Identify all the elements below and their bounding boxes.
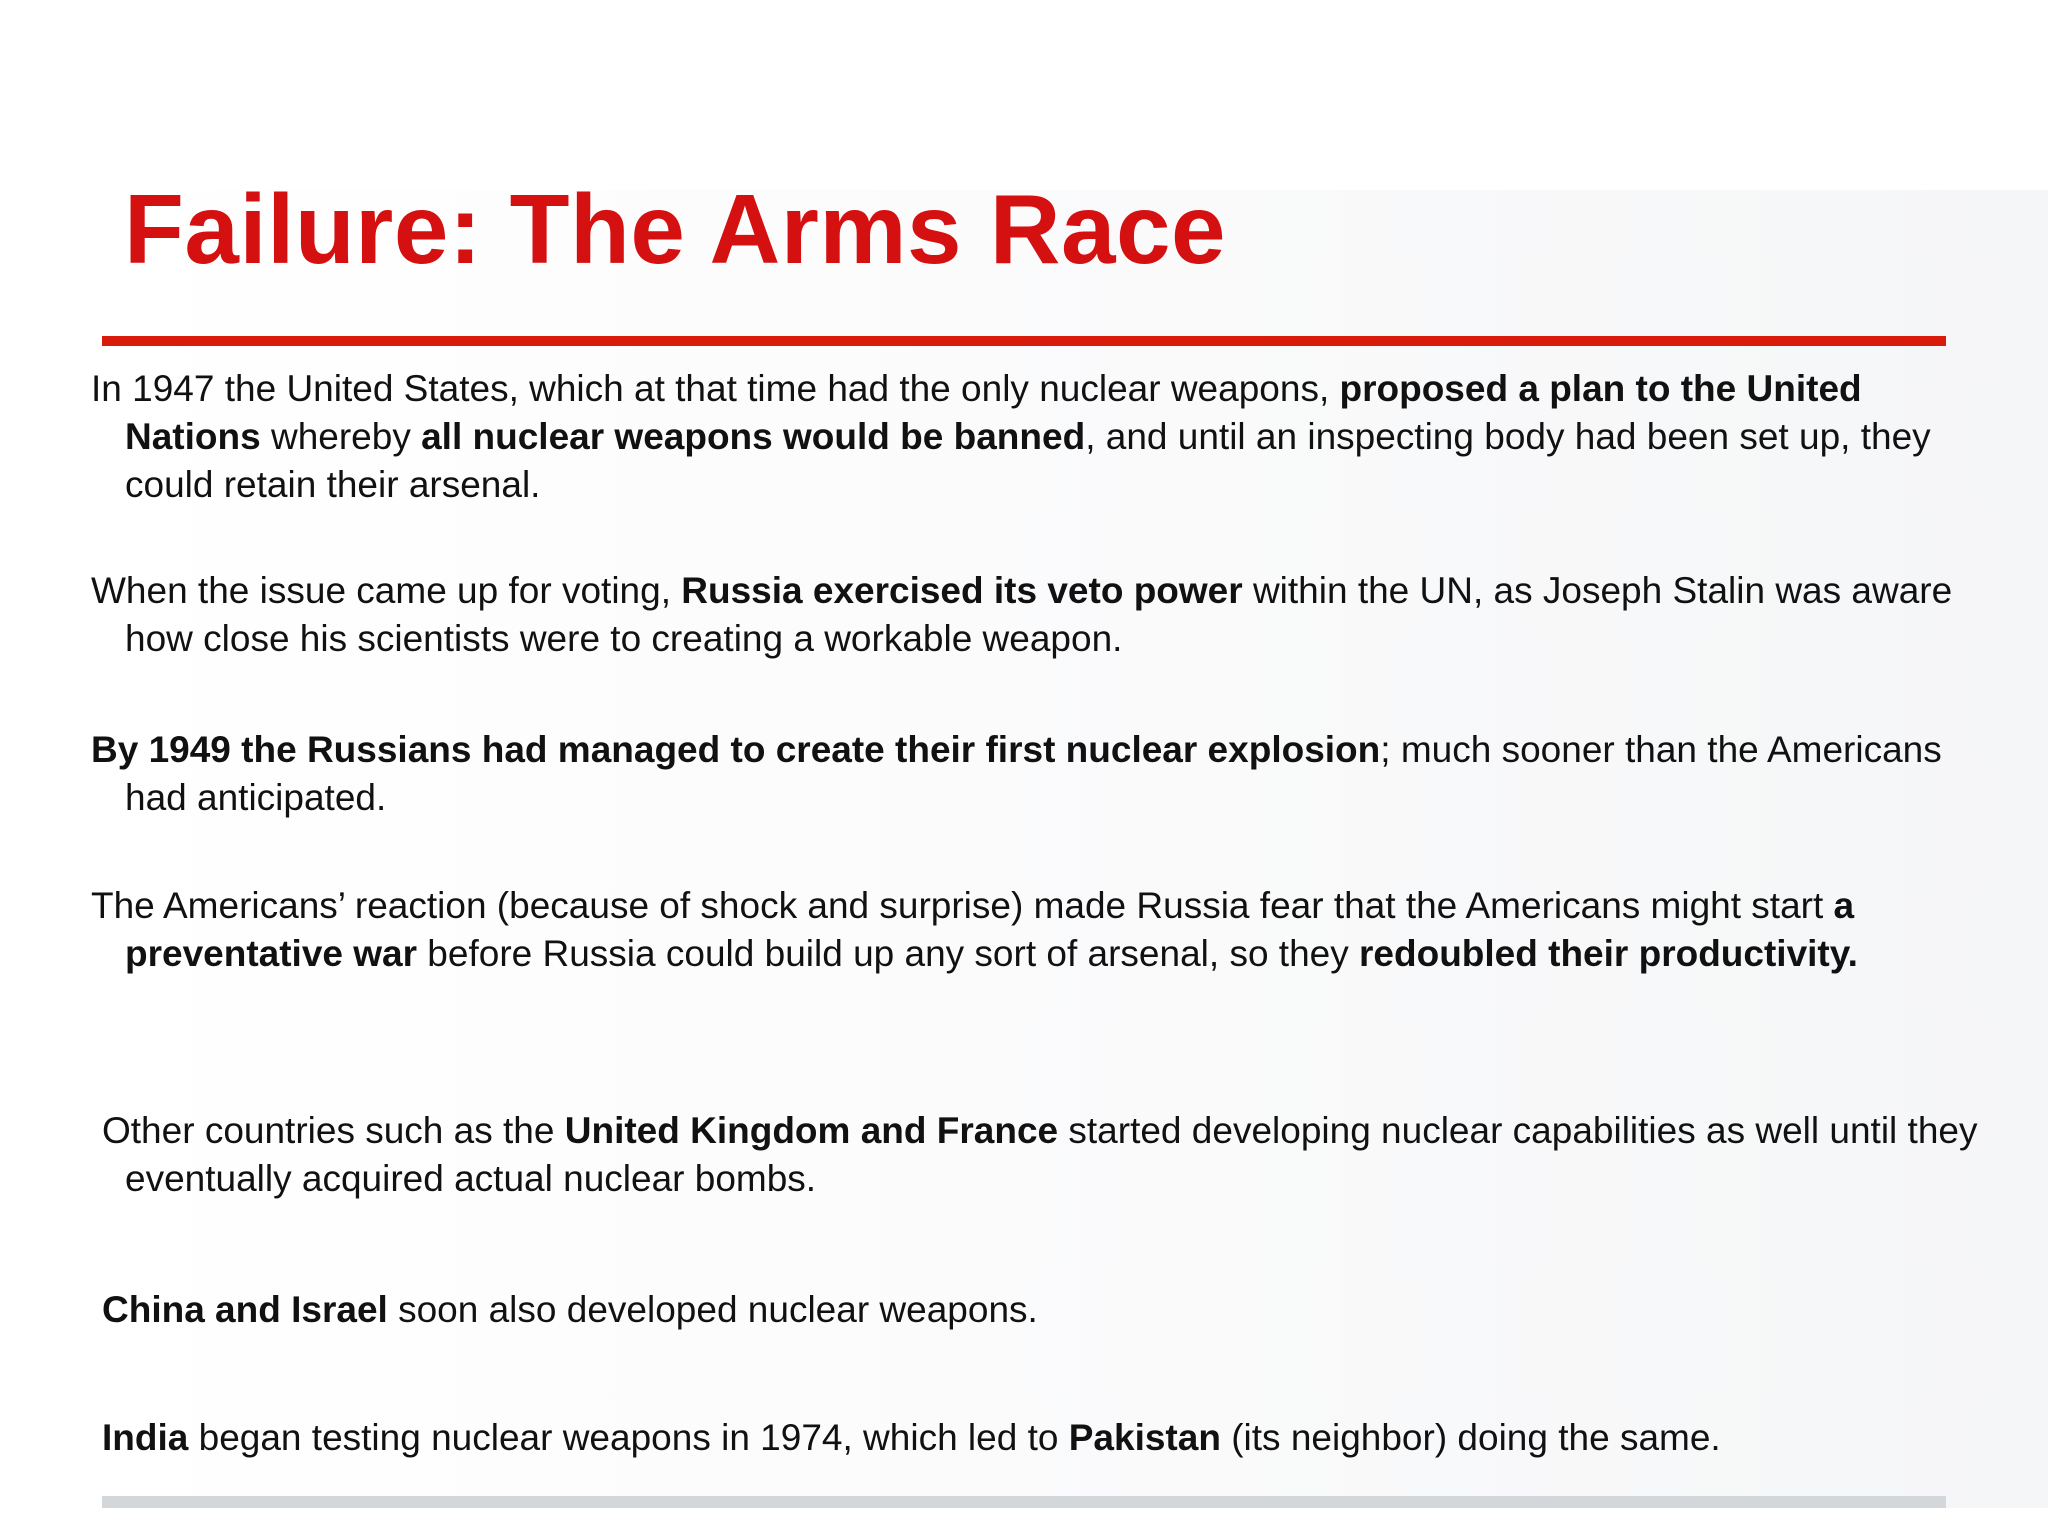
paragraph-bold-text: By 1949 the Russians had managed to create their first nuclear explosion: [91, 729, 1381, 770]
paragraph-text: before Russia could build up any sort of arsenal, so they: [417, 933, 1360, 974]
title-underline-rule: [102, 336, 1946, 346]
paragraph-india-pakistan: [102, 1414, 1996, 1462]
slide-title: Failure: The Arms Race: [124, 174, 1227, 284]
paragraph-russia-veto: [91, 567, 1985, 663]
slide-bottom-bar: [102, 1496, 1946, 1508]
paragraph-1949-explosion: [91, 726, 1985, 822]
paragraph-bold-text: India: [102, 1417, 189, 1458]
paragraph-text: started developing nuclear capabilities as well until they eventually acquired actual nuclear bombs.: [125, 1110, 1978, 1199]
paragraph-text: began testing nuclear weapons in 1974, which led to: [188, 1417, 1069, 1458]
paragraph-text: , and until an inspecting body had been set up, they could retain their arsenal.: [125, 416, 1931, 505]
paragraph-text: Other countries such as the: [102, 1110, 565, 1151]
paragraph-bold-text: China and Israel: [102, 1289, 388, 1330]
paragraph-bold-text: redoubled their productivity.: [1359, 933, 1858, 974]
paragraph-bold-text: a preventative war: [125, 885, 1855, 974]
paragraph-text: (its neighbor) doing the same.: [1220, 1417, 1721, 1458]
paragraph-bold-text: United Kingdom and France: [564, 1110, 1059, 1151]
paragraph-uk-france: [102, 1107, 1985, 1203]
paragraph-bold-text: Russia exercised its veto power: [681, 570, 1243, 611]
paragraph-american-reaction: [91, 882, 1985, 978]
paragraph-text: whereby: [260, 416, 422, 457]
paragraph-text: In 1947 the United States, which at that time had the only nuclear weapons,: [91, 368, 1340, 409]
paragraph-text: ; much sooner than the Americans had anticipated.: [125, 729, 1942, 818]
paragraph-text: soon also developed nuclear weapons.: [387, 1289, 1038, 1330]
paragraph-text: When the issue came up for voting,: [91, 570, 682, 611]
paragraph-bold-text: all nuclear weapons would be banned: [421, 416, 1086, 457]
paragraph-text: within the UN, as Joseph Stalin was aware how close his scientists were to creating a workable weapon.: [125, 570, 1953, 659]
paragraph-bold-text: Pakistan: [1068, 1417, 1221, 1458]
paragraph-1947-un-plan: [91, 365, 1985, 509]
paragraph-bold-text: proposed a plan to the United Nations: [125, 368, 1862, 457]
paragraph-text: The Americans’ reaction (because of shock and surprise) made Russia fear that the Americans might start: [91, 885, 1834, 926]
paragraph-china-israel: [102, 1286, 1996, 1334]
